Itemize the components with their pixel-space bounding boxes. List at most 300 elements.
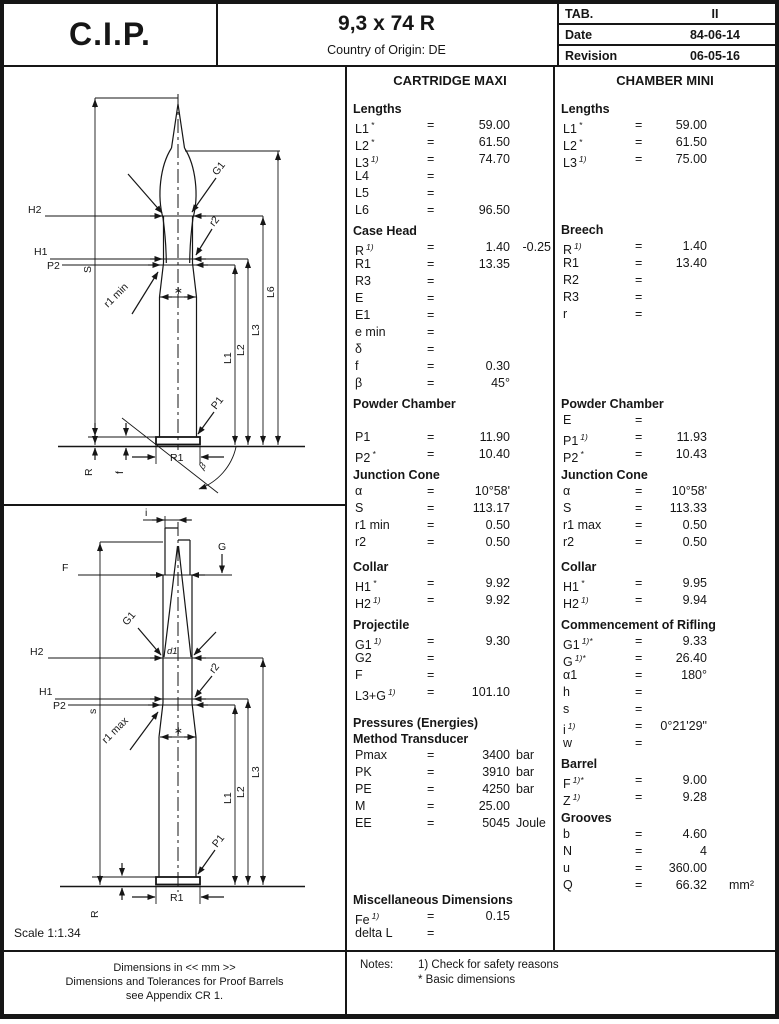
param-label: L2 *	[563, 137, 583, 154]
param-label: G2	[355, 651, 372, 665]
equals-sign: =	[427, 782, 435, 796]
equals-sign	[427, 412, 441, 429]
param-unit	[707, 289, 775, 306]
param-value: 10.40	[478, 447, 510, 461]
param-unit	[510, 925, 553, 942]
spec-row	[347, 534, 553, 551]
equals-sign: =	[427, 909, 435, 923]
dim-label-l2: L2	[235, 344, 247, 356]
param-unit	[510, 429, 553, 446]
dim-label-h2: H2	[30, 646, 44, 658]
param-unit	[510, 341, 553, 358]
param-unit: Joule	[516, 816, 546, 830]
divider	[345, 950, 347, 1014]
equals-sign: =	[427, 799, 435, 813]
param-unit	[707, 667, 775, 684]
spec-row	[347, 239, 553, 259]
param-label: Fe $^{1)}$	[355, 911, 380, 928]
param-label: s	[563, 702, 570, 716]
equals-sign: =	[427, 634, 435, 648]
spec-row	[555, 718, 775, 738]
spec-row	[555, 575, 775, 595]
param-value: 61.50	[478, 135, 510, 149]
dim-label-l2: L2	[235, 786, 247, 798]
param-label: P1	[355, 430, 371, 444]
param-value: 9.94	[682, 593, 707, 607]
param-unit	[510, 650, 553, 667]
param-unit	[510, 517, 553, 534]
border-bottom	[0, 1014, 779, 1019]
equals-sign: =	[427, 501, 435, 515]
spec-row	[347, 483, 553, 500]
param-unit	[707, 789, 775, 810]
param-label: b	[563, 827, 570, 841]
param-value: 113.33	[669, 501, 707, 515]
param-label: E	[355, 291, 364, 305]
param-label: u	[563, 861, 570, 875]
equals-sign: =	[427, 447, 435, 461]
param-label: P1 $^{1)}$	[563, 432, 588, 449]
param-label: R3	[355, 274, 371, 288]
org-cell	[4, 4, 216, 65]
param-value: 4.60	[682, 827, 707, 841]
revision-value: 06-05-16	[689, 48, 741, 63]
cartridge-name: 9,3 x 74 R	[338, 11, 435, 35]
param-label: EE	[355, 816, 372, 830]
spec-row	[555, 684, 775, 701]
equals-sign: =	[635, 702, 643, 716]
param-unit	[510, 592, 553, 613]
param-label: δ	[355, 342, 362, 356]
param-value: 61.50	[675, 135, 707, 149]
param-label: r	[563, 307, 568, 321]
tab-label: TAB.	[565, 6, 594, 21]
chamber-mini-column	[555, 65, 775, 894]
divider	[557, 44, 775, 46]
param-value: 9.92	[485, 576, 510, 590]
param-label: S	[355, 501, 364, 515]
param-label: H1 *	[355, 578, 377, 595]
spec-row	[555, 289, 775, 306]
param-value: 3910	[482, 765, 510, 779]
equals-sign: =	[635, 593, 643, 607]
param-value: 0.30	[485, 359, 510, 373]
dim-label-r1max: r1 max	[99, 714, 131, 747]
title-cell	[216, 4, 557, 65]
divider	[557, 23, 775, 25]
equals-sign: =	[427, 135, 435, 149]
spec-row	[555, 446, 775, 466]
equals-sign: =	[427, 685, 435, 699]
notes-lines	[418, 958, 559, 988]
dim-label-r1min: r1 min	[101, 280, 131, 311]
divider	[216, 4, 218, 65]
param-label: E1	[355, 308, 371, 322]
section-heading: Lengths	[561, 102, 610, 116]
spec-row	[347, 575, 553, 595]
param-value	[649, 701, 707, 718]
spec-row	[347, 908, 553, 928]
param-label: L4	[355, 169, 369, 183]
dim-label-g: G	[218, 541, 227, 553]
param-label: R $^{1)}$	[355, 242, 374, 259]
equals-sign: =	[427, 257, 435, 271]
equals-sign: =	[635, 413, 643, 427]
param-value: 9.30	[485, 634, 510, 648]
param-label: Z $^{1)}$	[563, 792, 581, 809]
param-unit	[707, 500, 775, 517]
param-value: 26.40	[675, 651, 707, 665]
spec-row	[347, 202, 553, 219]
param-label: L3 $^{1)}$	[355, 154, 379, 171]
param-unit: mm²	[729, 878, 754, 892]
param-label: r2	[355, 535, 367, 549]
param-value: 74.70	[478, 152, 510, 166]
param-unit	[510, 290, 553, 307]
param-value: 0.50	[682, 518, 707, 532]
section-heading: Powder Chamber	[561, 397, 664, 411]
param-label: F	[355, 668, 363, 682]
spec-row	[347, 375, 553, 392]
param-unit	[510, 446, 553, 467]
equals-sign: =	[635, 447, 643, 461]
column-title: CARTRIDGE MAXI	[393, 73, 507, 88]
param-unit	[707, 860, 775, 877]
param-value: 66.32	[675, 878, 707, 892]
param-unit: bar	[516, 782, 535, 796]
revision-label: Revision	[565, 48, 618, 63]
param-unit	[510, 256, 553, 273]
spec-row	[347, 500, 553, 517]
param-value: 96.50	[478, 203, 510, 217]
equals-sign: =	[635, 501, 643, 515]
info-row-date	[557, 25, 775, 44]
spec-row	[555, 151, 775, 171]
param-label: β	[355, 376, 363, 390]
param-label: L3 $^{1)}$	[563, 154, 587, 171]
equals-sign: =	[427, 535, 435, 549]
param-value: 5045	[482, 816, 510, 830]
spec-row	[555, 238, 775, 258]
equals-sign: =	[635, 484, 643, 498]
spec-row	[347, 747, 553, 764]
param-label: R3	[563, 290, 579, 304]
param-value	[441, 273, 510, 290]
param-value: 113.17	[472, 501, 510, 515]
spec-row	[347, 307, 553, 324]
notes-label: Notes:	[360, 959, 394, 971]
dim-label-l1: L1	[222, 352, 234, 364]
spec-row	[347, 358, 553, 375]
spec-row	[555, 650, 775, 670]
chamber-drawing	[0, 506, 345, 949]
param-value	[441, 185, 510, 202]
param-value: 13.40	[675, 256, 707, 270]
divider	[557, 4, 559, 65]
param-label: Q	[563, 878, 573, 892]
spec-row	[347, 764, 553, 781]
section-heading: Junction Cone	[353, 468, 440, 482]
country-of-origin: Country of Origin: DE	[327, 43, 446, 58]
param-label: i $^{1)}$	[563, 721, 576, 738]
spec-row	[347, 290, 553, 307]
param-unit	[707, 151, 775, 172]
param-label: E	[563, 413, 572, 427]
spec-row	[555, 826, 775, 843]
param-value	[441, 341, 510, 358]
dim-label-r1: R1	[170, 892, 184, 904]
param-unit	[510, 202, 553, 219]
spec-row	[347, 185, 553, 202]
spec-row	[347, 667, 553, 684]
equals-sign: =	[427, 118, 435, 132]
cartridge-drawing	[0, 66, 345, 503]
equals-sign: =	[427, 203, 435, 217]
param-value: 11.90	[479, 430, 510, 444]
param-label: α	[563, 484, 571, 498]
dim-label-f: F	[62, 562, 69, 574]
spec-row	[555, 633, 775, 653]
param-label: N	[563, 844, 573, 858]
param-unit	[707, 534, 775, 551]
param-label: PK	[355, 765, 372, 779]
section-heading: Pressures (Energies)	[353, 716, 479, 730]
param-label: P2 *	[563, 449, 584, 466]
param-label: M	[355, 799, 366, 813]
spec-row	[555, 412, 775, 429]
param-unit	[707, 592, 775, 613]
equals-sign: =	[427, 484, 435, 498]
section-heading: Commencement of Rifling	[561, 618, 716, 632]
param-value: 4250	[482, 782, 510, 796]
spec-row	[555, 701, 775, 718]
section-heading: Method Transducer	[353, 732, 469, 746]
equals-sign: =	[635, 844, 643, 858]
spec-row	[555, 860, 775, 877]
date-value: 84-06-14	[689, 27, 741, 42]
spec-row	[555, 429, 775, 449]
param-unit	[510, 375, 553, 392]
param-value: 10°58'	[474, 484, 510, 498]
param-value: 45°	[491, 376, 510, 390]
equals-sign: =	[635, 634, 643, 648]
spec-row	[555, 877, 775, 894]
spec-row	[347, 798, 553, 815]
dim-label-p1: P1	[209, 832, 228, 850]
equals-sign: =	[427, 291, 435, 305]
spec-row	[555, 500, 775, 517]
spec-row	[347, 815, 553, 832]
equals-sign: =	[427, 240, 435, 254]
equals-sign: =	[635, 861, 643, 875]
equals-sign: =	[635, 135, 643, 149]
param-value: 0.15	[485, 909, 510, 923]
param-value: 360.00	[668, 861, 707, 875]
param-value: 59.00	[675, 118, 707, 132]
org-name: C.I.P.	[69, 16, 151, 52]
equals-sign: =	[427, 518, 435, 532]
note-line: * Basic dimensions	[418, 974, 516, 986]
spec-row	[347, 781, 553, 798]
param-label: PE	[355, 782, 372, 796]
equals-sign: =	[635, 518, 643, 532]
dim-label-f: f	[114, 471, 126, 474]
param-value	[649, 289, 707, 306]
param-label: H1 *	[563, 578, 585, 595]
dim-label-r1: R1	[170, 452, 184, 464]
dim-label-r2: r2	[206, 661, 223, 676]
dim-label-d1: d1	[167, 646, 178, 657]
equals-sign: =	[635, 430, 643, 444]
spec-row	[347, 168, 553, 185]
param-value	[441, 290, 510, 307]
equals-sign: =	[635, 152, 643, 166]
param-label	[355, 412, 427, 429]
section-heading: Lengths	[353, 102, 402, 116]
param-value	[441, 168, 510, 185]
param-label: R1	[355, 257, 371, 271]
param-label: P2 *	[355, 449, 376, 466]
param-value: 10°58'	[671, 484, 707, 498]
param-unit	[707, 412, 775, 429]
spec-row	[555, 592, 775, 612]
param-value: 9.92	[485, 593, 510, 607]
dim-label-i: i	[145, 507, 148, 519]
spec-row	[347, 341, 553, 358]
dim-label-l3: L3	[250, 766, 262, 778]
section-heading: Powder Chamber	[353, 397, 456, 411]
equals-sign: =	[427, 325, 435, 339]
dim-label-r: R	[83, 468, 95, 476]
spec-row	[555, 306, 775, 323]
param-unit	[510, 307, 553, 324]
param-unit	[707, 272, 775, 289]
spec-row	[347, 925, 553, 942]
spec-row	[555, 134, 775, 154]
param-label: r1 min	[355, 518, 390, 532]
param-value: 11.93	[676, 430, 707, 444]
dim-label-s: S	[82, 265, 94, 273]
param-value: 4	[700, 844, 707, 858]
param-value: 180°	[681, 668, 707, 682]
dim-label-r2: r2	[206, 214, 223, 229]
param-label: H2 $^{1)}$	[563, 595, 589, 612]
param-unit	[707, 446, 775, 467]
param-label: L1 *	[563, 120, 583, 137]
param-label: L5	[355, 186, 369, 200]
dim-label-g1: G1	[209, 159, 228, 178]
spec-row	[347, 151, 553, 171]
cartridge-maxi-column	[347, 65, 553, 942]
param-label: R1	[563, 256, 579, 270]
equals-sign: =	[427, 376, 435, 390]
note-line: 1) Check for safety reasons	[418, 959, 559, 971]
equals-sign: =	[427, 186, 435, 200]
equals-sign: =	[427, 926, 435, 940]
equals-sign: =	[427, 342, 435, 356]
param-label: L3+G $^{1)}$	[355, 687, 396, 704]
notes-block	[360, 958, 559, 988]
equals-sign: =	[635, 685, 643, 699]
param-unit	[510, 500, 553, 517]
spec-row	[347, 633, 553, 653]
equals-sign: =	[635, 576, 643, 590]
param-value: 1.40	[485, 240, 510, 254]
param-value: 0.50	[682, 535, 707, 549]
spec-row	[347, 256, 553, 273]
dim-label-p2: P2	[47, 260, 60, 272]
border-right	[775, 0, 779, 1019]
param-value	[649, 272, 707, 289]
param-value: 59.00	[478, 118, 510, 132]
param-value: 0.50	[485, 518, 510, 532]
spec-row	[555, 772, 775, 792]
param-label: L2 *	[355, 137, 375, 154]
param-value: 0.50	[485, 535, 510, 549]
param-label: f	[355, 359, 359, 373]
equals-sign: =	[635, 256, 643, 270]
param-value	[441, 925, 510, 942]
dimension-lines	[100, 542, 263, 885]
equals-sign: =	[635, 790, 643, 804]
info-row-revision	[557, 46, 775, 65]
dim-label-beta: β	[196, 460, 209, 472]
param-value: 3400	[482, 748, 510, 762]
param-value: 9.00	[682, 773, 707, 787]
spec-row	[555, 534, 775, 551]
dim-label-s: s	[87, 708, 99, 714]
param-tolerance: -0.25	[522, 240, 551, 254]
date-label: Date	[565, 27, 593, 42]
param-unit	[510, 412, 553, 429]
dimensions-note-line: Dimensions in << mm >>	[113, 962, 236, 974]
equals-sign: =	[635, 736, 643, 750]
param-unit	[510, 324, 553, 341]
param-label: w	[563, 736, 573, 750]
param-label: r1 max	[563, 518, 602, 532]
equals-sign: =	[635, 239, 643, 253]
param-label: H2 $^{1)}$	[355, 595, 381, 612]
equals-sign: =	[635, 307, 643, 321]
param-label: S	[563, 501, 572, 515]
param-unit	[510, 798, 553, 815]
spec-row	[555, 272, 775, 289]
equals-sign: =	[427, 169, 435, 183]
spec-row	[347, 517, 553, 534]
section-heading: Projectile	[353, 618, 410, 632]
spec-row	[555, 789, 775, 809]
equals-sign: =	[427, 765, 435, 779]
equals-sign: =	[635, 668, 643, 682]
equals-sign: =	[635, 651, 643, 665]
equals-sign: =	[635, 118, 643, 132]
dim-label-h2: H2	[28, 204, 42, 216]
spec-row	[555, 517, 775, 534]
equals-sign: =	[635, 273, 643, 287]
param-value	[441, 650, 510, 667]
param-value: 13.35	[478, 257, 510, 271]
section-heading: Miscellaneous Dimensions	[353, 893, 513, 907]
param-unit	[707, 701, 775, 718]
section-heading: Grooves	[561, 811, 612, 825]
equals-sign: =	[427, 576, 435, 590]
spec-row	[347, 412, 553, 429]
spec-row	[347, 684, 553, 704]
param-label: G1 $^{1)*}$	[563, 636, 593, 653]
spec-row	[555, 735, 775, 752]
spec-row	[347, 429, 553, 446]
param-value: 10.43	[675, 447, 707, 461]
